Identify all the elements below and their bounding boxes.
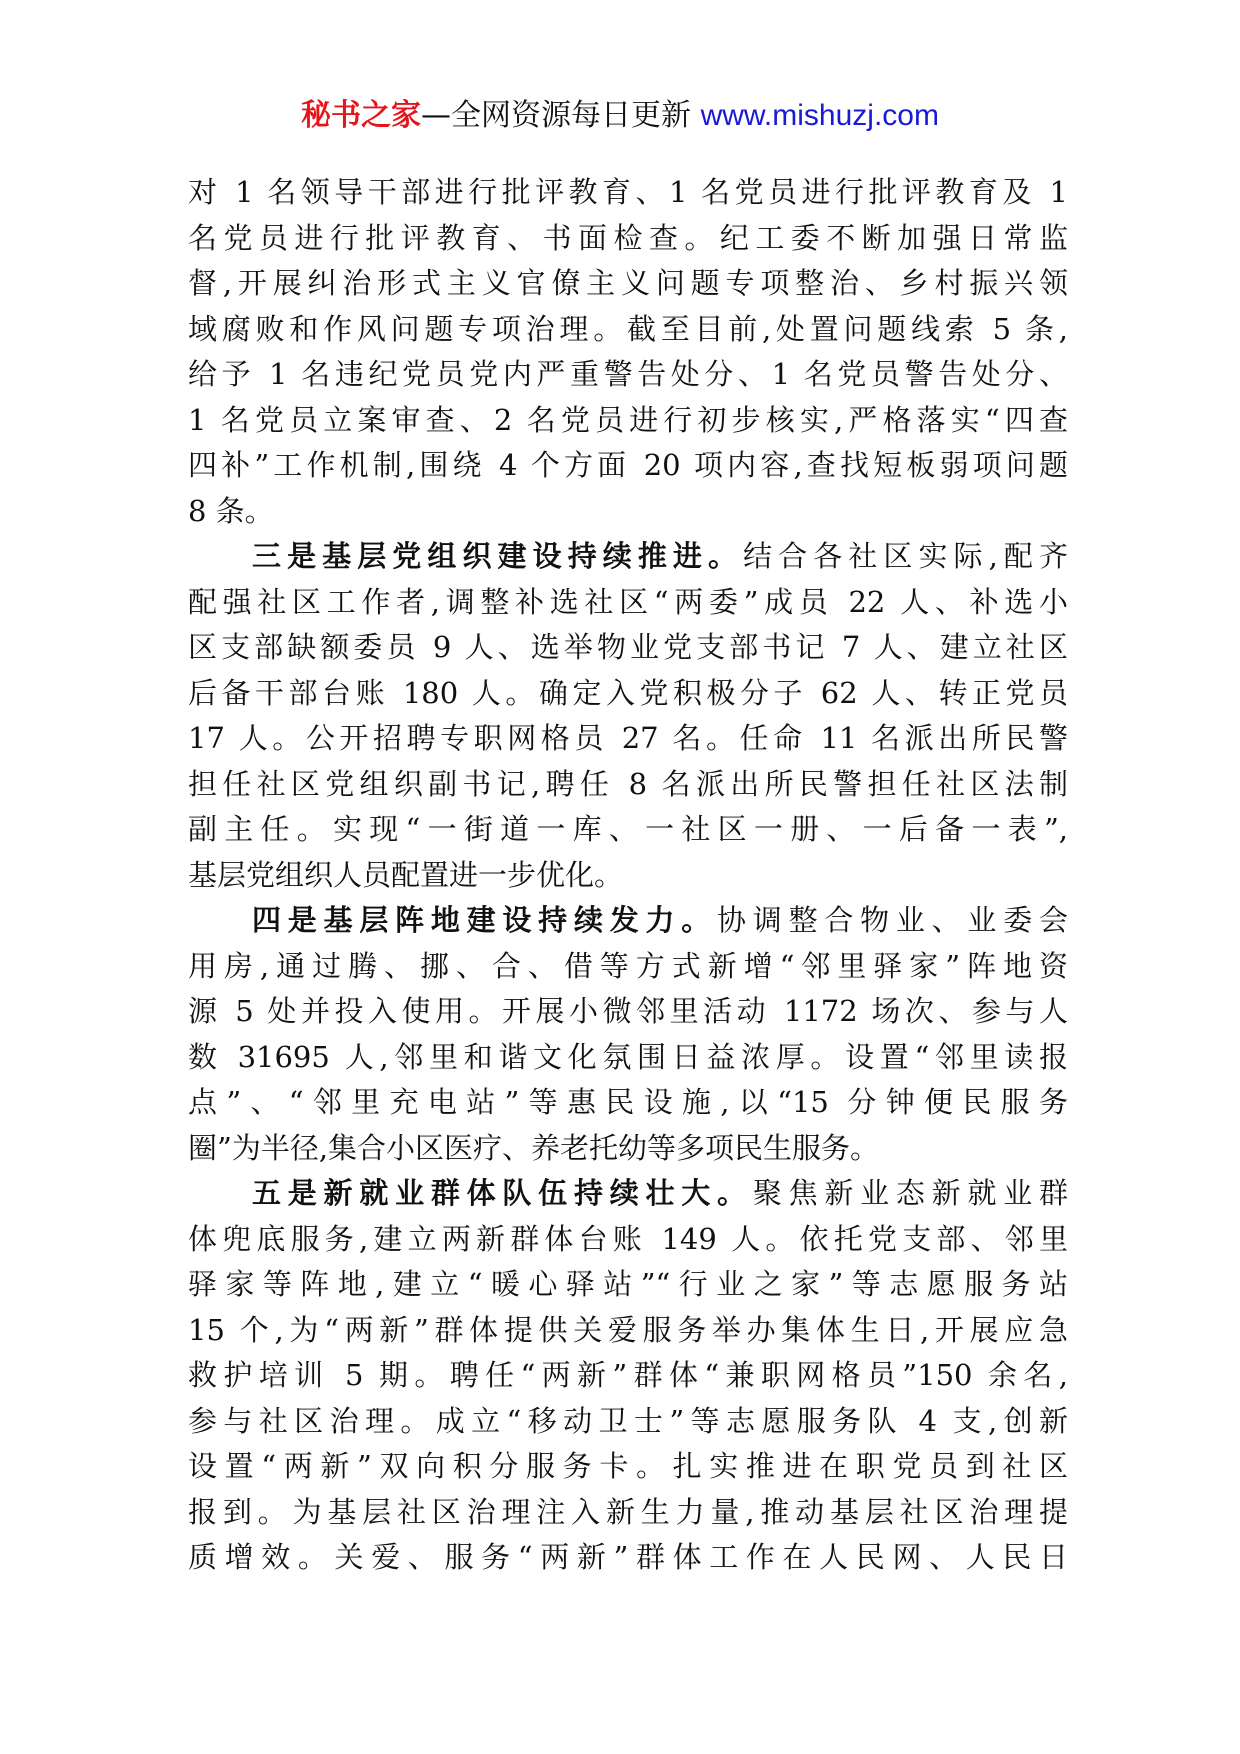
text-line: 点”、“邻里充电站”等惠民设施,以“15 分钟便民服务 xyxy=(188,1085,1068,1119)
text-line: 四补”工作机制,围绕 4 个方面 20 项内容,查找短板弱项问题 xyxy=(188,448,1068,482)
text-line: 区支部缺额委员 9 人、选举物业党支部书记 7 人、建立社区 xyxy=(188,630,1068,664)
paragraph-heading: 四是基层阵地建设持续发力。 xyxy=(252,903,718,937)
text-line xyxy=(188,534,1068,580)
text-line: 报到。为基层社区治理注入新生力量,推动基层社区治理提 xyxy=(188,1494,1068,1529)
text-line: 基层党组织人员配置进一步优化。 xyxy=(188,857,624,892)
text-line: 域腐败和作风问题专项治理。截至目前,处置问题线索 5 条, xyxy=(188,311,1068,346)
paragraph-text: 协调整合物业、业委会 xyxy=(717,903,1068,937)
text-line: 15 个,为“两新”群体提供关爱服务举办集体生日,开展应急 xyxy=(188,1312,1068,1347)
text-line: 质增效。关爱、服务“两新”群体工作在人民网、人民日 xyxy=(188,1540,1068,1574)
header-slogan: —全网资源每日更新 xyxy=(421,98,692,133)
text-line: 名党员进行批评教育、书面检查。纪工委不断加强日常监 xyxy=(188,220,1068,255)
paragraph-heading: 三是基层党组织建设持续推进。 xyxy=(252,539,744,573)
website-link[interactable]: www.mishuzj.com xyxy=(700,99,939,132)
text-line: 担任社区党组织副书记,聘任 8 名派出所民警担任社区法制 xyxy=(188,766,1068,801)
paragraph-heading: 五是新就业群体队伍持续壮大。 xyxy=(252,1176,753,1210)
text-line: 体兜底服务,建立两新群体台账 149 人。依托党支部、邻里 xyxy=(188,1221,1068,1256)
paragraph-text: 聚焦新业态新就业群 xyxy=(752,1176,1068,1210)
text-line: 对 1 名领导干部进行批评教育、1 名党员进行批评教育及 1 xyxy=(188,175,1068,209)
text-line xyxy=(188,1171,1068,1217)
text-line: 1 名党员立案审查、2 名党员进行初步核实,严格落实“四查 xyxy=(188,402,1068,437)
text-line: 后备干部台账 180 人。确定入党积极分子 62 人、转正党员 xyxy=(188,675,1068,710)
paragraph xyxy=(188,170,1068,534)
text-line: 救护培训 5 期。聘任“两新”群体“兼职网格员”150 余名, xyxy=(188,1358,1068,1392)
text-line: 源 5 处并投入使用。开展小微邻里活动 1172 场次、参与人 xyxy=(188,994,1068,1028)
text-line: 驿家等阵地,建立“暖心驿站”“行业之家”等志愿服务站 xyxy=(188,1267,1068,1301)
paragraph xyxy=(188,1171,1068,1581)
text-line: 数 31695 人,邻里和谐文化氛围日益浓厚。设置“邻里读报 xyxy=(188,1039,1068,1074)
text-line: 8 条。 xyxy=(188,493,274,528)
text-line: 17 人。公开招聘专职网格员 27 名。任命 11 名派出所民警 xyxy=(188,721,1068,755)
text-line: 配强社区工作者,调整补选社区“两委”成员 22 人、补选小 xyxy=(188,584,1068,619)
text-line: 设置“两新”双向积分服务卡。扎实推进在职党员到社区 xyxy=(188,1449,1068,1483)
text-line xyxy=(188,898,1068,944)
text-line: 参与社区治理。成立“移动卫士”等志愿服务队 4 支,创新 xyxy=(188,1403,1068,1438)
text-line: 圈”为半径,集合小区医疗、养老托幼等多项民生服务。 xyxy=(188,1130,880,1165)
text-line: 督,开展纠治形式主义官僚主义问题专项整治、乡村振兴领 xyxy=(188,266,1068,300)
page-header xyxy=(0,96,1240,136)
paragraph-text: 结合各社区实际,配齐 xyxy=(743,539,1068,573)
document-body xyxy=(188,170,1068,1581)
paragraph xyxy=(188,898,1068,1171)
text-line: 副主任。实现“一街道一库、一社区一册、一后备一表”, xyxy=(188,812,1068,846)
paragraph xyxy=(188,534,1068,898)
text-line: 给予 1 名违纪党员党内严重警告处分、1 名党员警告处分、 xyxy=(188,357,1068,391)
brand-name: 秘书之家 xyxy=(301,98,422,133)
text-line: 用房,通过腾、挪、合、借等方式新增“邻里驿家”阵地资 xyxy=(188,948,1068,983)
